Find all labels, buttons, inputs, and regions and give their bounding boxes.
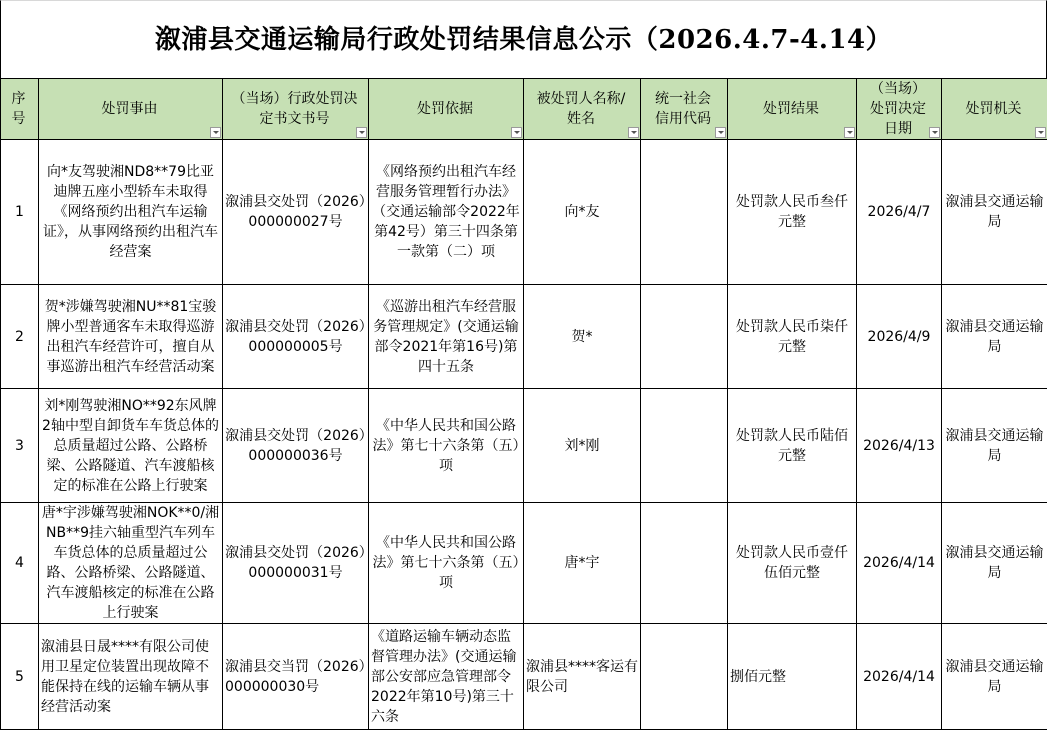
cell-date[interactable]: 2026/4/9 — [857, 285, 942, 389]
header-label: 处罚事由 — [41, 99, 220, 119]
cell-agency[interactable]: 溆浦县交通运输局 — [942, 503, 1047, 624]
cell-result[interactable]: 处罚款人民币叁仟元整 — [728, 140, 857, 285]
filter-dropdown-icon[interactable] — [929, 127, 940, 138]
cell-basis[interactable]: 《道路运输车辆动态监督管理办法》(交通运输部公安部应急管理部令2022年第10号)第三十六条 — [369, 624, 524, 730]
cell-party[interactable]: 贺* — [524, 285, 641, 389]
cell-credit[interactable] — [641, 285, 728, 389]
cell-doc[interactable]: 溆浦县交处罚（2026）000000005号 — [223, 285, 369, 389]
cell-party[interactable]: 向*友 — [524, 140, 641, 285]
cell-doc[interactable]: 溆浦县交当罚（2026）000000030号 — [223, 624, 369, 730]
table-row — [1, 503, 1047, 624]
cell-result[interactable]: 处罚款人民币陆佰元整 — [728, 389, 857, 503]
cell-doc[interactable]: 溆浦县交处罚（2026）000000036号 — [223, 389, 369, 503]
cell-no[interactable]: 2 — [1, 285, 39, 389]
filter-dropdown-icon[interactable] — [356, 127, 367, 138]
filter-dropdown-icon[interactable] — [628, 127, 639, 138]
cell-date[interactable]: 2026/4/14 — [857, 624, 942, 730]
header-cell-reason[interactable] — [39, 79, 223, 140]
cell-credit[interactable] — [641, 389, 728, 503]
cell-reason[interactable]: 向*友驾驶湘ND8**79比亚迪牌五座小型轿车未取得《网络预约出租汽车运输证》，从事网络预约出租汽车经营案 — [39, 140, 223, 285]
cell-basis[interactable]: 《巡游出租汽车经营服务管理规定》(交通运输部令2021年第16号)第四十五条 — [369, 285, 524, 389]
cell-agency[interactable]: 溆浦县交通运输局 — [942, 389, 1047, 503]
filter-dropdown-icon[interactable] — [715, 127, 726, 138]
cell-party[interactable]: 刘*刚 — [524, 389, 641, 503]
header-row — [1, 79, 1047, 140]
header-label: 处罚结果 — [730, 99, 854, 119]
header-label: （当场）处罚决定日期 — [859, 79, 939, 139]
header-label: 处罚机关 — [944, 99, 1045, 119]
cell-no[interactable]: 4 — [1, 503, 39, 624]
cell-result[interactable]: 处罚款人民币柒仟元整 — [728, 285, 857, 389]
cell-reason[interactable]: 唐*宇涉嫌驾驶湘NOK**0/湘NB**9挂六轴重型汽车列车车货总体的总质量超过公路、公路桥梁、公路隧道、汽车渡船核定的标准在公路上行驶案 — [39, 503, 223, 624]
cell-agency[interactable]: 溆浦县交通运输局 — [942, 140, 1047, 285]
header-cell-no[interactable] — [1, 79, 39, 140]
cell-agency[interactable]: 溆浦县交通运输局 — [942, 285, 1047, 389]
header-cell-basis[interactable] — [369, 79, 524, 140]
cell-result[interactable]: 处罚款人民币壹仟伍佰元整 — [728, 503, 857, 624]
table-row — [1, 285, 1047, 389]
header-label: 处罚依据 — [371, 99, 521, 119]
cell-basis[interactable]: 《网络预约出租汽车经营服务管理暂行办法》（交通运输部令2022年第42号）第三十四条第一款第（二）项 — [369, 140, 524, 285]
cell-credit[interactable] — [641, 624, 728, 730]
cell-result[interactable]: 捌佰元整 — [728, 624, 857, 730]
header-cell-credit[interactable] — [641, 79, 728, 140]
penalty-table — [0, 78, 1047, 730]
cell-reason[interactable]: 刘*刚驾驶湘NO**92东风牌2轴中型自卸货车车货总体的总质量超过公路、公路桥梁、公路隧道、汽车渡船核定的标准在公路上行驶案 — [39, 389, 223, 503]
header-cell-agency[interactable] — [942, 79, 1047, 140]
page-title: 溆浦县交通运输局行政处罚结果信息公示（2026.4.7-4.14） — [0, 0, 1047, 78]
cell-no[interactable]: 1 — [1, 140, 39, 285]
cell-basis[interactable]: 《中华人民共和国公路法》第七十六条第（五）项 — [369, 389, 524, 503]
cell-date[interactable]: 2026/4/13 — [857, 389, 942, 503]
cell-party[interactable]: 唐*宇 — [524, 503, 641, 624]
cell-agency[interactable]: 溆浦县交通运输局 — [942, 624, 1047, 730]
filter-dropdown-icon[interactable] — [1035, 127, 1046, 138]
cell-doc[interactable]: 溆浦县交处罚（2026）000000027号 — [223, 140, 369, 285]
table-row — [1, 389, 1047, 503]
cell-no[interactable]: 3 — [1, 389, 39, 503]
cell-date[interactable]: 2026/4/14 — [857, 503, 942, 624]
table-row — [1, 140, 1047, 285]
filter-dropdown-icon[interactable] — [511, 127, 522, 138]
header-cell-doc[interactable] — [223, 79, 369, 140]
cell-date[interactable]: 2026/4/7 — [857, 140, 942, 285]
cell-credit[interactable] — [641, 140, 728, 285]
filter-dropdown-icon[interactable] — [210, 127, 221, 138]
table-row — [1, 624, 1047, 730]
filter-dropdown-icon[interactable] — [844, 127, 855, 138]
cell-doc[interactable]: 溆浦县交处罚（2026）000000031号 — [223, 503, 369, 624]
cell-reason[interactable]: 溆浦县日晟****有限公司使用卫星定位装置出现故障不能保持在线的运输车辆从事经营活动案 — [39, 624, 223, 730]
header-label: 序号 — [3, 89, 36, 129]
header-label: 被处罚人名称/姓名 — [526, 89, 638, 129]
header-label: （当场）行政处罚决定书文书号 — [225, 89, 366, 129]
cell-party[interactable]: 溆浦县****客运有限公司 — [524, 624, 641, 730]
header-cell-result[interactable] — [728, 79, 857, 140]
cell-basis[interactable]: 《中华人民共和国公路法》第七十六条第（五）项 — [369, 503, 524, 624]
cell-reason[interactable]: 贺*涉嫌驾驶湘NU**81宝骏牌小型普通客车未取得巡游出租汽车经营许可，擅自从事巡游出租汽车经营活动案 — [39, 285, 223, 389]
cell-no[interactable]: 5 — [1, 624, 39, 730]
cell-credit[interactable] — [641, 503, 728, 624]
header-cell-date[interactable] — [857, 79, 942, 140]
header-label: 统一社会信用代码 — [643, 89, 725, 129]
header-cell-party[interactable] — [524, 79, 641, 140]
